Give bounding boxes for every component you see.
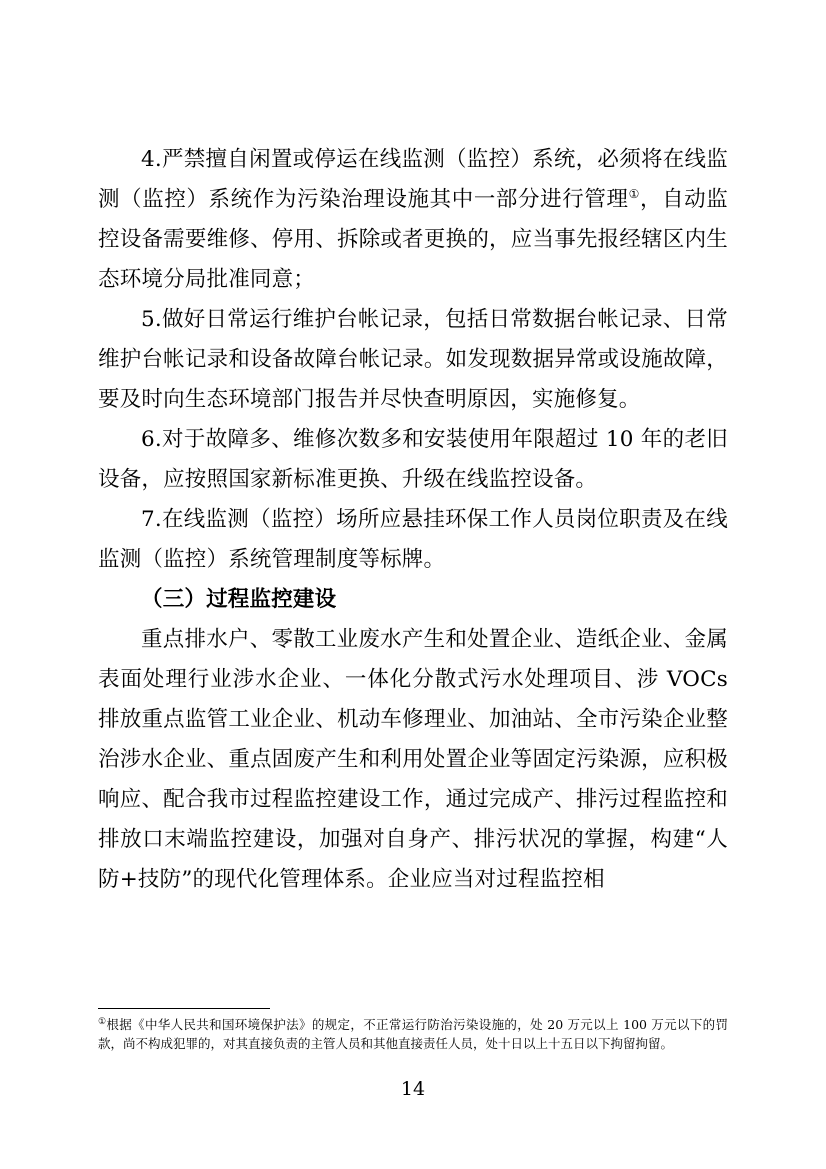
page-number: 14 — [400, 1078, 426, 1100]
footnote-divider — [98, 1008, 270, 1009]
paragraph-item-4-text-after: ，自动监控设备需要维修、停用、拆除或者更换的，应当事先报经辖区内生态环境分局批准同意； — [98, 187, 728, 292]
footnote-area — [98, 1008, 728, 1053]
section-heading: （三）过程监控建设 — [141, 587, 337, 612]
paragraph-item-5: 5.做好日常运行维护台帐记录，包括日常数据台帐记录、日常维护台帐记录和设备故障台帐记录。如发现数据异常或设施故障，要及时向生态环境部门报告并尽快查明原因，实施修复。 — [98, 307, 728, 412]
footnote-entry — [98, 1015, 728, 1053]
footnote-marker: ① — [98, 1016, 107, 1027]
footnote-body: 根据《中华人民共和国环境保护法》的规定，不正常运行防治污染设施的，处 20 万元以上 100 万元以下的罚款，尚不构成犯罪的，对其直接负责的主管人员和其他直接责任人员，处十日以上十五日以下拘留拘留。 — [98, 1017, 728, 1051]
footnote-reference-icon: ① — [628, 186, 640, 201]
paragraph-item-4 — [98, 140, 728, 300]
paragraph-item-4-text: 4.严禁擅自闲置或停运在线监测（监控）系统，必须将在线监测（监控）系统作为污染治理设施其中一部分进行管理 — [98, 147, 728, 212]
paragraph-item-6: 6.对于故障多、维修次数多和安装使用年限超过 10 年的老旧设备，应按照国家新标准更换、升级在线监控设备。 — [98, 427, 728, 492]
paragraph-item-7: 7.在线监测（监控）场所应悬挂环保工作人员岗位职责及在线监测（监控）系统管理制度等标牌。 — [98, 507, 728, 572]
section-body-paragraph: 重点排水户、零散工业废水产生和处置企业、造纸企业、金属表面处理行业涉水企业、一体化分散式污水处理项目、涉 VOCs 排放重点监管工业企业、机动车修理业、加油站、全市污染企业整治涉水企业、重点固废产生和利用处置企业等固定污染源，应积极响应、配合我市过程监控建设工作，通过完成产、排污过程监控和排放口末端监控建设，加强对自身产、排污状况的掌握，构建“人防+技防”的现代化管理体系。企业应当对过程监控相 — [98, 627, 728, 892]
document-body — [98, 140, 728, 900]
